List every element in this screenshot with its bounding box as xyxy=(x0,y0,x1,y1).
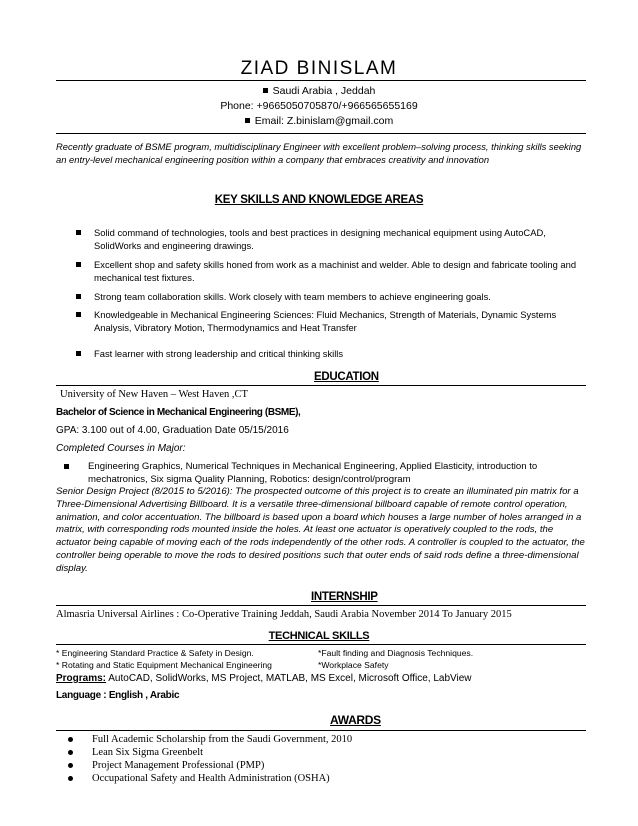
degree-line: Bachelor of Science in Mechanical Engineering (BSME), xyxy=(56,407,301,418)
location-line xyxy=(0,84,638,99)
internship-section-title: INTERNSHIP xyxy=(311,591,378,603)
award-text: Full Academic Scholarship from the Saudi Government, 2010 xyxy=(92,734,353,745)
university-line: University of New Haven – West Haven ,CT xyxy=(60,389,248,400)
skills-section-title: KEY SKILLS AND KNOWLEDGE AREAS xyxy=(214,194,424,206)
technical-divider xyxy=(56,644,586,645)
technical-right-1: *Fault finding and Diagnosis Techniques. xyxy=(318,648,474,658)
square-bullet-icon xyxy=(245,118,250,123)
gpa-line: GPA: 3.100 out of 4.00, Graduation Date 05/15/2016 xyxy=(56,425,289,436)
language-line: Language : English , Arabic xyxy=(56,690,180,701)
award-text: Lean Six Sigma Greenbelt xyxy=(92,747,204,758)
courses-label: Completed Courses in Major: xyxy=(56,443,186,454)
award-text: Project Management Professional (PMP) xyxy=(92,760,265,771)
contact-divider xyxy=(56,133,586,134)
education-section-title: EDUCATION xyxy=(314,371,379,383)
senior-project-paragraph: Senior Design Project (8/2015 to 5/2016): The prospected outcome of this project is to create an illuminated pin matrix for a Three-Dimensional Advertising Billboard. It is a versatile three-dimensional billboard capable of remote control operation, animation, and color accentuation. The billboard is based upon a board which houses a large number of holes arranged in a matrix, with corresponding rods mounted inside the holes. At least one actuator is operatively coupled to the rods, the actuator being capable of moving each of the rods independently of the other rods. A controller is coupled to the actuator, the controller being operable to move the rods to desired positions such that outer ends of said rods define a three-dimensional display. xyxy=(56,486,585,574)
square-bullet-icon xyxy=(76,262,81,267)
square-bullet-icon xyxy=(76,294,81,299)
award-text: Occupational Safety and Health Administration (OSHA) xyxy=(92,773,330,784)
square-bullet-icon xyxy=(76,230,81,235)
technical-left-2: * Rotating and Static Equipment Mechanical Engineering xyxy=(56,660,272,670)
skill-text: Excellent shop and safety skills honed from work as a machinist and welder. Able to design and fabricate tooling and mechanical test fixtures. xyxy=(94,259,577,283)
square-bullet-icon xyxy=(76,351,81,356)
programs-label: Programs: xyxy=(56,673,107,684)
skill-text: Strong team collaboration skills. Work closely with team members to achieve engineering goals. xyxy=(94,291,491,302)
skill-text: Fast learner with strong leadership and critical thinking skills xyxy=(94,348,344,359)
round-bullet-icon xyxy=(68,737,73,742)
programs-line xyxy=(56,672,591,685)
technical-section-title: TECHNICAL SKILLS xyxy=(268,630,370,642)
internship-line: Almasria Universal Airlines : Co-Operative Training Jeddah, Saudi Arabia November 2014 To January 2015 xyxy=(56,609,512,620)
awards-divider xyxy=(56,730,586,731)
square-bullet-icon xyxy=(76,312,81,317)
email-line xyxy=(0,114,638,129)
phone-line: Phone: +9665050705870/+966565655169 xyxy=(220,100,418,112)
courses-text: Engineering Graphics, Numerical Techniques in Mechanical Engineering, Applied Elasticity, introduction to mechatronics, Six sigma Quality Planning, Robotics: design/control/program xyxy=(88,461,538,485)
header-divider xyxy=(56,80,586,81)
technical-right-2: *Workplace Safety xyxy=(318,660,389,670)
location-text: Saudi Arabia , Jeddah xyxy=(272,85,376,97)
education-divider xyxy=(56,385,586,386)
skill-text: Solid command of technologies, tools and best practices in designing mechanical equipment using AutoCAD, SolidWorks and engineering drawings. xyxy=(94,227,546,251)
round-bullet-icon xyxy=(68,763,73,768)
skill-text: Knowledgeable in Mechanical Engineering Sciences: Fluid Mechanics, Strength of Materials, Dynamic Systems Analysis, Vibratory Motion, Thermodynamics and Heat Transfer xyxy=(94,309,557,333)
programs-text: AutoCAD, SolidWorks, MS Project, MATLAB, MS Excel, Microsoft Office, LabView xyxy=(108,673,472,684)
round-bullet-icon xyxy=(68,776,73,781)
technical-left-1: * Engineering Standard Practice & Safety in Design. xyxy=(56,648,254,658)
internship-divider xyxy=(56,605,586,606)
awards-section-title: AWARDS xyxy=(330,713,381,727)
square-bullet-icon xyxy=(64,464,69,469)
objective-paragraph: Recently graduate of BSME program, multidisciplinary Engineer with excellent problem–solving process, thinking skills seeking an entry-level mechanical engineering position within a company that embraces creativity and innovation xyxy=(56,141,582,165)
candidate-name: ZIAD BINISLAM xyxy=(240,58,398,79)
round-bullet-icon xyxy=(68,750,73,755)
email-text: Email: Z.binislam@gmail.com xyxy=(254,115,394,127)
square-bullet-icon xyxy=(263,88,268,93)
